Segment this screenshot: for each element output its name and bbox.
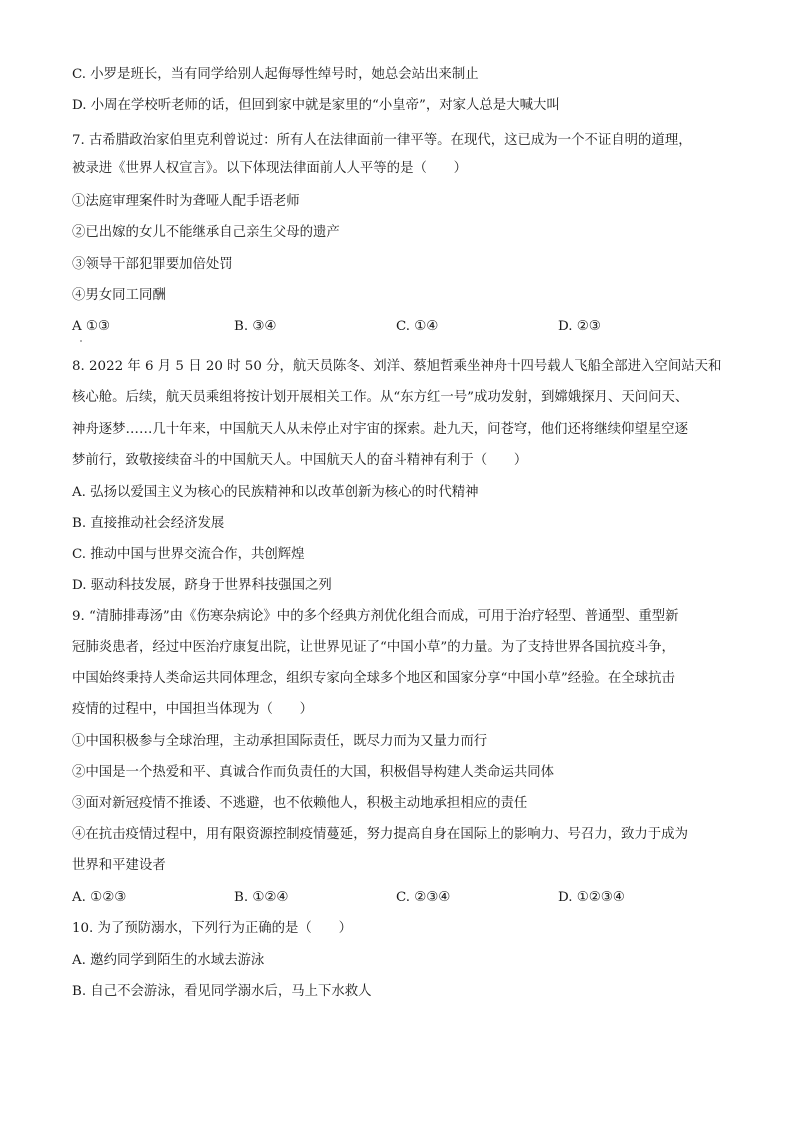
- q7-statement-2: ②已出嫁的女儿不能继承自己亲生父母的遗产: [72, 225, 340, 240]
- q9-statement-4-line-1: ④在抗击疫情过程中，用有限资源控制疫情蔓延，努力提高自身在国际上的影响力、号召力，致力于成为: [72, 827, 688, 842]
- q9-option-b: B. ①②④: [234, 890, 289, 905]
- stray-mark: [80, 340, 82, 342]
- q7-statement-4: ④男女同工同酬: [72, 288, 166, 303]
- q9-stem-line-2: 冠肺炎患者，经过中医治疗康复出院，让世界见证了“中国小草”的力量。为了支持世界各国抗疫斗争，: [72, 640, 675, 655]
- q8-stem-line-3: 神舟逐梦……几十年来，中国航天人从未停止对宇宙的探索。赴九天，问苍穹，他们还将继续仰望星空逐: [72, 422, 688, 437]
- q7-statement-3: ③领导干部犯罪要加倍处罚: [72, 257, 233, 272]
- q9-statement-1: ①中国积极参与全球治理，主动承担国际责任，既尽力而为又量力而行: [72, 734, 488, 749]
- q9-statement-3: ③面对新冠疫情不推诿、不逃避，也不依赖他人，积极主动地承担相应的责任: [72, 796, 528, 811]
- q6-option-c: C. 小罗是班长，当有同学给别人起侮辱性绰号时，她总会站出来制止: [72, 67, 479, 82]
- q10-option-b: B. 自己不会游泳，看见同学溺水后，马上下水救人: [72, 984, 372, 999]
- q8-stem-line-4: 梦前行，致敬接续奋斗的中国航天人。中国航天人的奋斗精神有利于（ ）: [72, 453, 528, 468]
- q9-statement-2: ②中国是一个热爱和平、真诚合作而负责任的大国，积极倡导构建人类命运共同体: [72, 765, 555, 780]
- q9-option-a: A. ①②③: [72, 890, 127, 905]
- q10-option-a: A. 邀约同学到陌生的水域去游泳: [72, 953, 265, 968]
- q7-statement-1: ①法庭审理案件时为聋哑人配手语老师: [72, 194, 300, 209]
- q8-option-d: D. 驱动科技发展，跻身于世界科技强国之列: [72, 578, 332, 593]
- q6-option-d: D. 小周在学校听老师的话，但回到家中就是家里的“小皇帝”，对家人总是大喊大叫: [72, 98, 560, 113]
- q7-stem-line-1: 7. 古希腊政治家伯里克利曾说过：所有人在法律面前一律平等。在现代，这已成为一个不证自明的道理，: [72, 133, 692, 148]
- q8-option-c: C. 推动中国与世界交流合作，共创辉煌: [72, 547, 305, 562]
- q7-option-b: B. ③④: [234, 319, 277, 334]
- q7-option-a: A ①③: [72, 319, 110, 334]
- q8-option-a: A. 弘扬以爱国主义为核心的民族精神和以改革创新为核心的时代精神: [72, 485, 479, 500]
- q10-stem: 10. 为了预防溺水，下列行为正确的是（ ）: [72, 921, 352, 936]
- q8-stem-line-2: 核心舱。后续，航天员乘组将按计划开展相关工作。从“东方红一号”成功发射，到嫦娥探月、天问问天、: [72, 390, 689, 405]
- q7-stem-line-2: 被录进《世界人权宣言》。以下体现法律面前人人平等的是（ ）: [72, 161, 468, 176]
- q8-stem-line-1: 8. 2022 年 6 月 5 日 20 时 50 分，航天员陈冬、刘洋、蔡旭哲乘坐神舟十四号载人飞船全部进入空间站天和: [72, 359, 722, 374]
- q9-option-d: D. ①②③④: [558, 890, 625, 905]
- q9-stem-line-1: 9. “清肺排毒汤”由《伤寒杂病论》中的多个经典方剂优化组合而成，可用于治疗轻型、普通型、重型新: [72, 609, 679, 624]
- q9-stem-line-3: 中国始终秉持人类命运共同体理念，组织专家向全球多个地区和国家分享“中国小草”经验。在全球抗击: [72, 671, 675, 686]
- q8-option-b: B. 直接推动社会经济发展: [72, 516, 225, 531]
- q7-option-d: D. ②③: [558, 319, 601, 334]
- q9-option-c: C. ②③④: [396, 890, 451, 905]
- q7-option-c: C. ①④: [396, 319, 439, 334]
- q9-stem-line-4: 疫情的过程中，中国担当体现为（ ）: [72, 702, 314, 717]
- q9-statement-4-line-2: 世界和平建设者: [72, 858, 166, 873]
